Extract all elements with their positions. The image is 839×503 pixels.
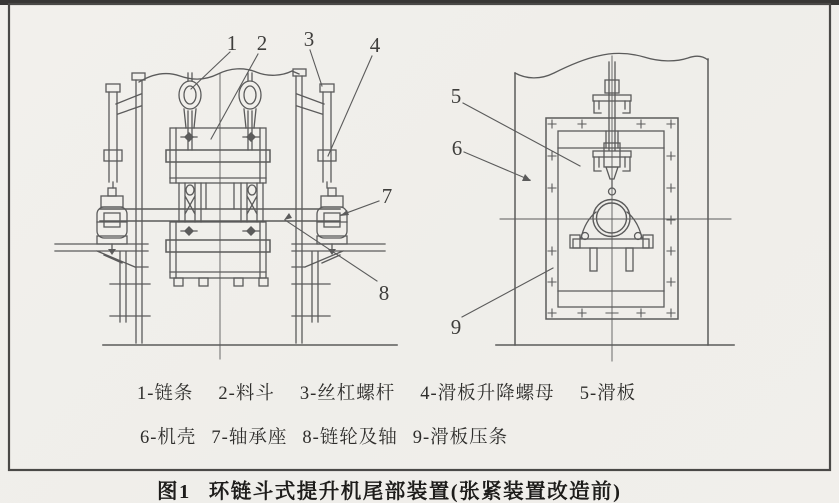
leader-arrow-8 <box>284 213 292 220</box>
legend-item-pressing-strip: 9-滑板压条 <box>412 428 509 448</box>
legend-item-chain: 1-链条 <box>137 384 194 404</box>
callout-7: 7 <box>381 184 393 208</box>
casing-walls <box>132 69 306 343</box>
casing-break-line-right <box>515 53 708 77</box>
callout-9: 9 <box>450 315 462 339</box>
leader-line-4 <box>328 56 372 156</box>
bucket-feet <box>174 278 268 286</box>
legend-row-1 <box>137 379 636 405</box>
upper-bucket <box>166 128 270 183</box>
legend-item-screw-rod: 3-丝杠螺杆 <box>299 384 396 404</box>
legend-row-2 <box>140 423 508 449</box>
legend-item-slide-plate: 5-滑板 <box>579 384 637 404</box>
legend-item-bucket: 2-料斗 <box>218 384 275 404</box>
tension-screw-right <box>297 84 336 188</box>
chain-plates <box>179 183 263 222</box>
leader-arrow-7 <box>340 210 349 216</box>
legend-item-lift-nut: 4-滑板升降螺母 <box>420 384 555 404</box>
callout-4: 4 <box>369 33 381 57</box>
callout-2: 2 <box>256 31 268 55</box>
leader-line-3 <box>310 50 322 86</box>
legend-item-sprocket-shaft: 8-链轮及轴 <box>302 428 398 448</box>
bearing-clamp <box>570 212 653 271</box>
callout-5: 5 <box>450 84 462 108</box>
leader-line-9 <box>462 268 553 317</box>
bearing-seat-right <box>317 188 347 255</box>
legend-item-bearing-seat: 7-轴承座 <box>211 428 288 448</box>
legend-item-casing: 6-机壳 <box>140 428 197 448</box>
callout-3: 3 <box>303 27 315 51</box>
figure-caption <box>157 474 621 503</box>
casing-break-line <box>139 69 299 82</box>
figure-title: 环链斗式提升机尾部装置(张紧装置改造前) <box>208 481 622 503</box>
figure-number: 图1 <box>157 481 191 503</box>
bolt-marks <box>548 120 675 317</box>
callout-8: 8 <box>378 281 390 305</box>
leader-line-6 <box>464 152 530 180</box>
lower-bucket <box>166 222 270 286</box>
callout-1: 1 <box>226 31 238 55</box>
leader-line-2 <box>211 54 258 139</box>
shaft-bore-circle <box>593 200 630 237</box>
right-drawing-section <box>496 53 734 361</box>
leader-line-5 <box>463 103 580 166</box>
bearing-seat-left <box>97 188 127 255</box>
leader-line-1 <box>191 52 230 89</box>
callout-6: 6 <box>451 136 463 160</box>
